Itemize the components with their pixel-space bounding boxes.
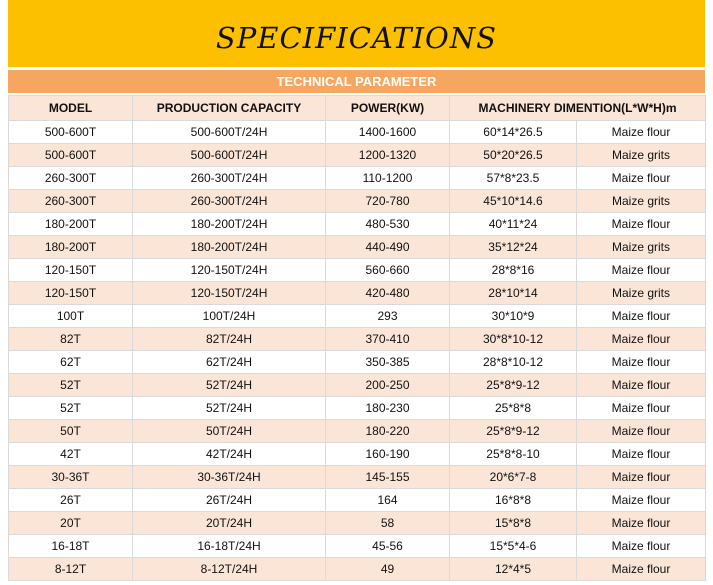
page-title: SPECIFICATIONS [215,20,498,55]
table-row [9,512,706,535]
model-cell: 52T [9,374,133,397]
product-type-cell: Maize grits [577,236,706,259]
model-cell: 260-300T [9,167,133,190]
production-capacity-cell: 260-300T/24H [133,167,326,190]
production-capacity-cell: 26T/24H [133,489,326,512]
model-cell: 120-150T [9,282,133,305]
production-capacity-cell: 180-200T/24H [133,213,326,236]
column-header-model: MODEL [9,96,133,121]
product-type-cell: Maize flour [577,489,706,512]
product-type-cell: Maize flour [577,374,706,397]
model-cell: 180-200T [9,213,133,236]
table-row [9,328,706,351]
product-type-cell: Maize grits [577,190,706,213]
table-row [9,213,706,236]
column-header-production-capacity: PRODUCTION CAPACITY [133,96,326,121]
table-row [9,558,706,581]
dimension-cell: 25*8*8-10 [450,443,577,466]
power-cell: 720-780 [326,190,450,213]
table-row [9,259,706,282]
table-row [9,397,706,420]
dimension-cell: 15*5*4-6 [450,535,577,558]
power-cell: 110-1200 [326,167,450,190]
product-type-cell: Maize flour [577,558,706,581]
power-cell: 45-56 [326,535,450,558]
model-cell: 26T [9,489,133,512]
dimension-cell: 12*4*5 [450,558,577,581]
production-capacity-cell: 260-300T/24H [133,190,326,213]
table-row [9,420,706,443]
product-type-cell: Maize flour [577,121,706,144]
model-cell: 62T [9,351,133,374]
table-row [9,167,706,190]
production-capacity-cell: 50T/24H [133,420,326,443]
product-type-cell: Maize flour [577,259,706,282]
table-row [9,489,706,512]
production-capacity-cell: 500-600T/24H [133,121,326,144]
power-cell: 420-480 [326,282,450,305]
product-type-cell: Maize flour [577,535,706,558]
power-cell: 160-190 [326,443,450,466]
production-capacity-cell: 180-200T/24H [133,236,326,259]
dimension-cell: 15*8*8 [450,512,577,535]
power-cell: 58 [326,512,450,535]
product-type-cell: Maize grits [577,144,706,167]
model-cell: 100T [9,305,133,328]
product-type-cell: Maize flour [577,167,706,190]
table-row [9,305,706,328]
production-capacity-cell: 120-150T/24H [133,282,326,305]
dimension-cell: 45*10*14.6 [450,190,577,213]
production-capacity-cell: 62T/24H [133,351,326,374]
product-type-cell: Maize flour [577,397,706,420]
table-body [9,121,706,581]
production-capacity-cell: 52T/24H [133,374,326,397]
dimension-cell: 60*14*26.5 [450,121,577,144]
power-cell: 145-155 [326,466,450,489]
section-title: TECHNICAL PARAMETER [276,74,437,89]
column-header-power: POWER(KW) [326,96,450,121]
model-cell: 8-12T [9,558,133,581]
dimension-cell: 25*8*9-12 [450,374,577,397]
power-cell: 49 [326,558,450,581]
power-cell: 480-530 [326,213,450,236]
table-row [9,121,706,144]
table-row [9,351,706,374]
dimension-cell: 35*12*24 [450,236,577,259]
power-cell: 440-490 [326,236,450,259]
table-row [9,443,706,466]
model-cell: 20T [9,512,133,535]
product-type-cell: Maize flour [577,443,706,466]
production-capacity-cell: 16-18T/24H [133,535,326,558]
product-type-cell: Maize flour [577,351,706,374]
product-type-cell: Maize flour [577,466,706,489]
production-capacity-cell: 20T/24H [133,512,326,535]
power-cell: 350-385 [326,351,450,374]
power-cell: 293 [326,305,450,328]
model-cell: 260-300T [9,190,133,213]
production-capacity-cell: 8-12T/24H [133,558,326,581]
model-cell: 120-150T [9,259,133,282]
model-cell: 16-18T [9,535,133,558]
product-type-cell: Maize flour [577,420,706,443]
power-cell: 1200-1320 [326,144,450,167]
product-type-cell: Maize flour [577,512,706,535]
model-cell: 500-600T [9,144,133,167]
power-cell: 164 [326,489,450,512]
product-type-cell: Maize flour [577,213,706,236]
dimension-cell: 16*8*8 [450,489,577,512]
product-type-cell: Maize flour [577,328,706,351]
column-header-machinery-dimension: MACHINERY DIMENTION(L*W*H)m [450,96,706,121]
technical-parameter-header [8,70,705,93]
table-header-row [9,96,706,121]
model-cell: 180-200T [9,236,133,259]
table-row [9,282,706,305]
specifications-banner [8,0,705,67]
dimension-cell: 25*8*9-12 [450,420,577,443]
power-cell: 200-250 [326,374,450,397]
power-cell: 370-410 [326,328,450,351]
dimension-cell: 28*8*10-12 [450,351,577,374]
table-row [9,466,706,489]
model-cell: 52T [9,397,133,420]
model-cell: 50T [9,420,133,443]
product-type-cell: Maize grits [577,282,706,305]
model-cell: 82T [9,328,133,351]
product-type-cell: Maize flour [577,305,706,328]
dimension-cell: 40*11*24 [450,213,577,236]
production-capacity-cell: 82T/24H [133,328,326,351]
table-row [9,236,706,259]
production-capacity-cell: 120-150T/24H [133,259,326,282]
power-cell: 180-220 [326,420,450,443]
dimension-cell: 30*10*9 [450,305,577,328]
dimension-cell: 28*10*14 [450,282,577,305]
dimension-cell: 28*8*16 [450,259,577,282]
model-cell: 500-600T [9,121,133,144]
table-row [9,535,706,558]
dimension-cell: 57*8*23.5 [450,167,577,190]
dimension-cell: 30*8*10-12 [450,328,577,351]
power-cell: 180-230 [326,397,450,420]
dimension-cell: 25*8*8 [450,397,577,420]
production-capacity-cell: 52T/24H [133,397,326,420]
dimension-cell: 50*20*26.5 [450,144,577,167]
specifications-table [8,95,706,581]
production-capacity-cell: 100T/24H [133,305,326,328]
production-capacity-cell: 30-36T/24H [133,466,326,489]
table-row [9,374,706,397]
power-cell: 1400-1600 [326,121,450,144]
production-capacity-cell: 500-600T/24H [133,144,326,167]
model-cell: 30-36T [9,466,133,489]
dimension-cell: 20*6*7-8 [450,466,577,489]
power-cell: 560-660 [326,259,450,282]
table-row [9,144,706,167]
model-cell: 42T [9,443,133,466]
production-capacity-cell: 42T/24H [133,443,326,466]
table-row [9,190,706,213]
